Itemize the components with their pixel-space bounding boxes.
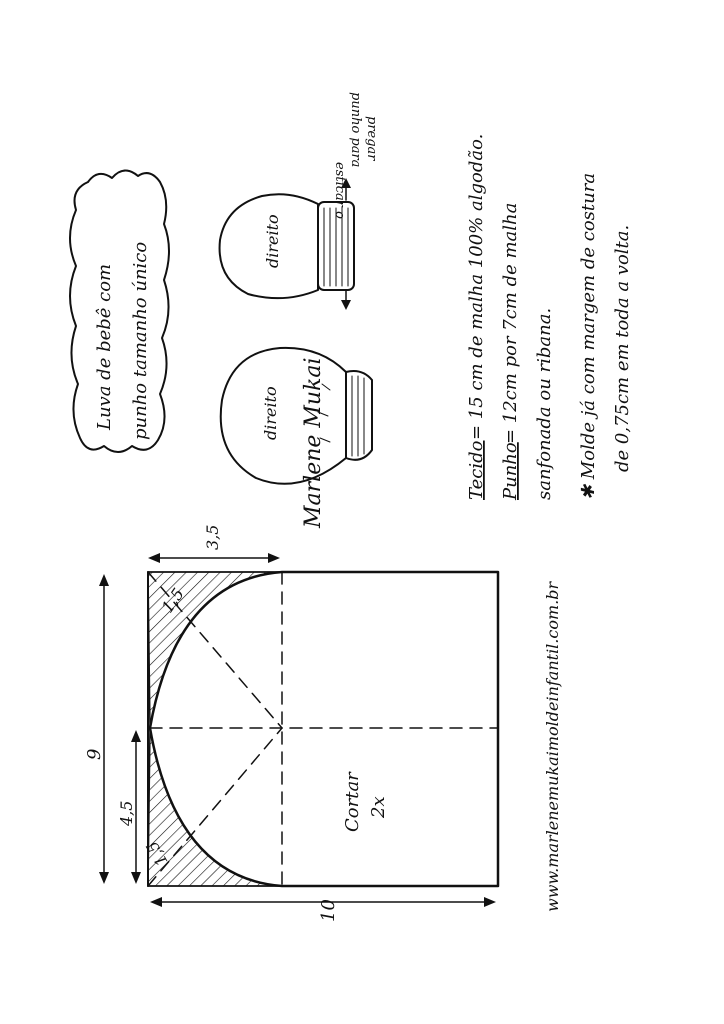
stretch-note-line-3: pregar	[364, 116, 379, 161]
dim-total-width	[150, 897, 496, 922]
dim-3-5-label: 3,5	[203, 524, 222, 550]
title-line-1: Luva de bebê com	[94, 263, 115, 430]
mitten-sketch-left	[221, 348, 372, 484]
molde-note-line-1: ✱ Molde já com margem de costura	[578, 172, 599, 500]
cut-label-1: Cortar	[342, 772, 363, 832]
mitten-left-label: direito	[261, 386, 280, 440]
punho-label: Punho	[500, 442, 521, 500]
dim-9-label: 9	[84, 748, 105, 760]
tecido-label: Tecido	[466, 440, 487, 500]
dim-4-5-label: 4,5	[117, 800, 136, 826]
pattern-piece	[148, 572, 498, 886]
title-cloud	[70, 170, 169, 452]
punho-text: = 12cm por 7cm de malha	[500, 202, 521, 444]
dim-10-label: 10	[318, 899, 339, 922]
mitten-right-label: direito	[263, 214, 282, 268]
dim-diag-bottom-label: 1,5	[142, 837, 172, 870]
website-url: www.marlenemukaimoldeinfantil.com.br	[543, 581, 562, 912]
molde-note-line-2: de 0,75cm em toda a volta.	[612, 224, 633, 472]
stretch-note-line-1: esticar o	[332, 162, 347, 219]
punho-text-2: sanfonada ou ribana.	[534, 307, 555, 500]
dim-half-height	[117, 730, 141, 884]
title-line-2: punho tamanho único	[130, 241, 151, 440]
stretch-note-line-2: punho para	[348, 92, 363, 168]
dim-curve-width	[148, 525, 280, 563]
signature: Marlene Mukai	[301, 357, 326, 528]
dim-total-height	[84, 574, 109, 884]
cut-label-2: 2x	[368, 796, 389, 818]
tecido-text: = 15 cm de malha 100% algodão.	[466, 133, 487, 440]
dim-diag-top-label: 1,5	[157, 584, 188, 617]
